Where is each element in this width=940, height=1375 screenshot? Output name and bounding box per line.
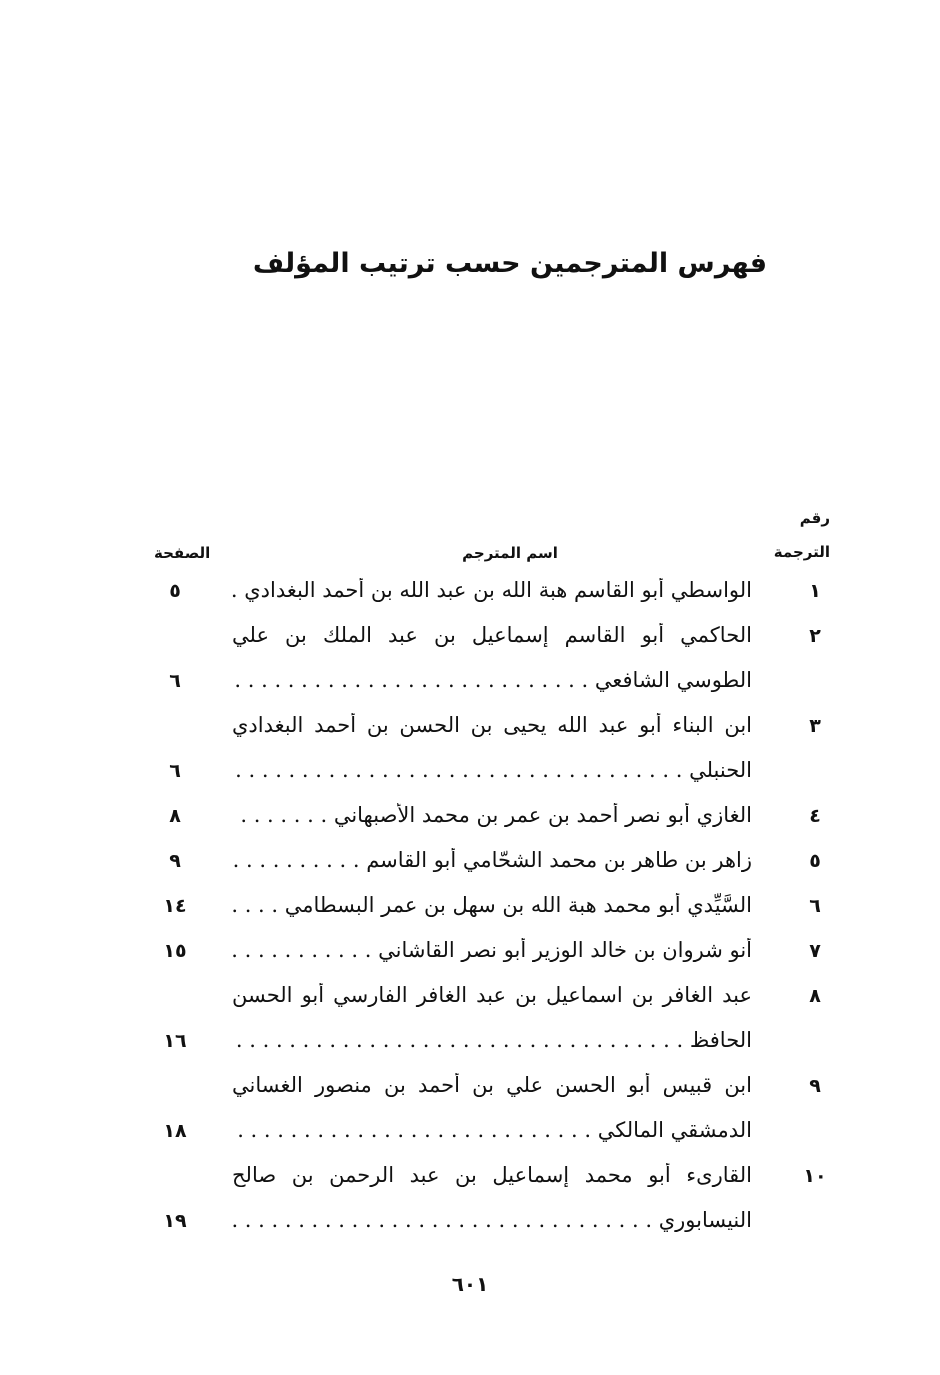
entry-page: ١٥ xyxy=(163,940,187,962)
entry-line xyxy=(0,1202,940,1246)
header-name: اسم المترجم xyxy=(462,544,558,562)
entry-line xyxy=(0,1022,940,1066)
entry-name: الحافظ . . . xyxy=(232,1028,752,1052)
entry-name: ابن قبيس أبو الحسن علي بن أحمد بن منصور الغساني xyxy=(232,1073,752,1097)
header-number-line1: رقم xyxy=(799,509,830,527)
entry-name: الحاكمي أبو القاسم إسماعيل بن عبد الملك بن علي xyxy=(232,623,752,647)
entry-page: ٥ xyxy=(169,580,181,602)
entry-number: ٣ xyxy=(809,715,821,737)
entry-page: ٦ xyxy=(169,760,181,782)
entry-name: الطوسي الشافعي . . . xyxy=(232,668,752,692)
entry-number: ٩ xyxy=(809,1075,821,1097)
entry-line xyxy=(0,572,940,616)
entry-number: ٢ xyxy=(809,625,821,647)
entry-line xyxy=(0,1157,940,1201)
header-number-line2: الترجمة xyxy=(773,543,830,561)
entry-name: أنو شروان بن خالد الوزير أبو نصر القاشاني . . . xyxy=(232,938,752,962)
entry-number: ١٠ xyxy=(803,1165,827,1187)
page-title: فهرس المترجمين حسب ترتيب المؤلف xyxy=(252,248,768,279)
entry-line xyxy=(0,797,940,841)
entry-number: ٤ xyxy=(809,805,821,827)
entry-line xyxy=(0,842,940,886)
entry-page: ١٨ xyxy=(163,1120,187,1142)
entry-line xyxy=(0,662,940,706)
entry-name: السَّيِّدي أبو محمد هبة الله بن سهل بن عمر البسطامي . . . xyxy=(232,893,752,917)
entry-number: ٧ xyxy=(809,940,821,962)
entry-line xyxy=(0,1067,940,1111)
entry-number: ٥ xyxy=(809,850,821,872)
entry-line xyxy=(0,707,940,751)
entry-name: عبد الغافر بن اسماعيل بن عبد الغافر الفارسي أبو الحسن xyxy=(232,983,752,1007)
folio-number: ٦٠١ xyxy=(451,1272,489,1296)
entry-number: ٨ xyxy=(809,985,821,1007)
entry-name: القارىء أبو محمد إسماعيل بن عبد الرحمن بن صالح xyxy=(232,1163,752,1187)
entry-line xyxy=(0,617,940,661)
entry-name: النيسابوري . . . xyxy=(232,1208,752,1232)
entry-line xyxy=(0,932,940,976)
entry-name: الحنبلي . . . xyxy=(232,758,752,782)
entry-name: زاهر بن طاهر بن محمد الشحّامي أبو القاسم . . . xyxy=(232,848,752,872)
entry-name: الدمشقي المالكي . . . xyxy=(232,1118,752,1142)
entry-name: الغازي أبو نصر أحمد بن عمر بن محمد الأصبهاني . . . xyxy=(232,803,752,827)
entry-name: الواسطي أبو القاسم هبة الله بن عبد الله بن أحمد البغدادي . . . xyxy=(232,578,752,602)
entry-number: ٦ xyxy=(809,895,821,917)
entry-line xyxy=(0,887,940,931)
entry-line xyxy=(0,977,940,1021)
entry-page: ٨ xyxy=(169,805,181,827)
entry-name: ابن البناء أبو عبد الله يحيى بن الحسن بن أحمد البغدادي xyxy=(232,713,752,737)
entry-line xyxy=(0,1112,940,1156)
entry-number: ١ xyxy=(809,580,821,602)
entry-page: ١٤ xyxy=(163,895,187,917)
entry-line xyxy=(0,752,940,796)
entry-page: ٦ xyxy=(169,670,181,692)
entry-page: ٩ xyxy=(169,850,181,872)
header-page: الصفحة xyxy=(154,544,211,562)
entry-page: ١٦ xyxy=(163,1030,187,1052)
entry-page: ١٩ xyxy=(163,1210,187,1232)
